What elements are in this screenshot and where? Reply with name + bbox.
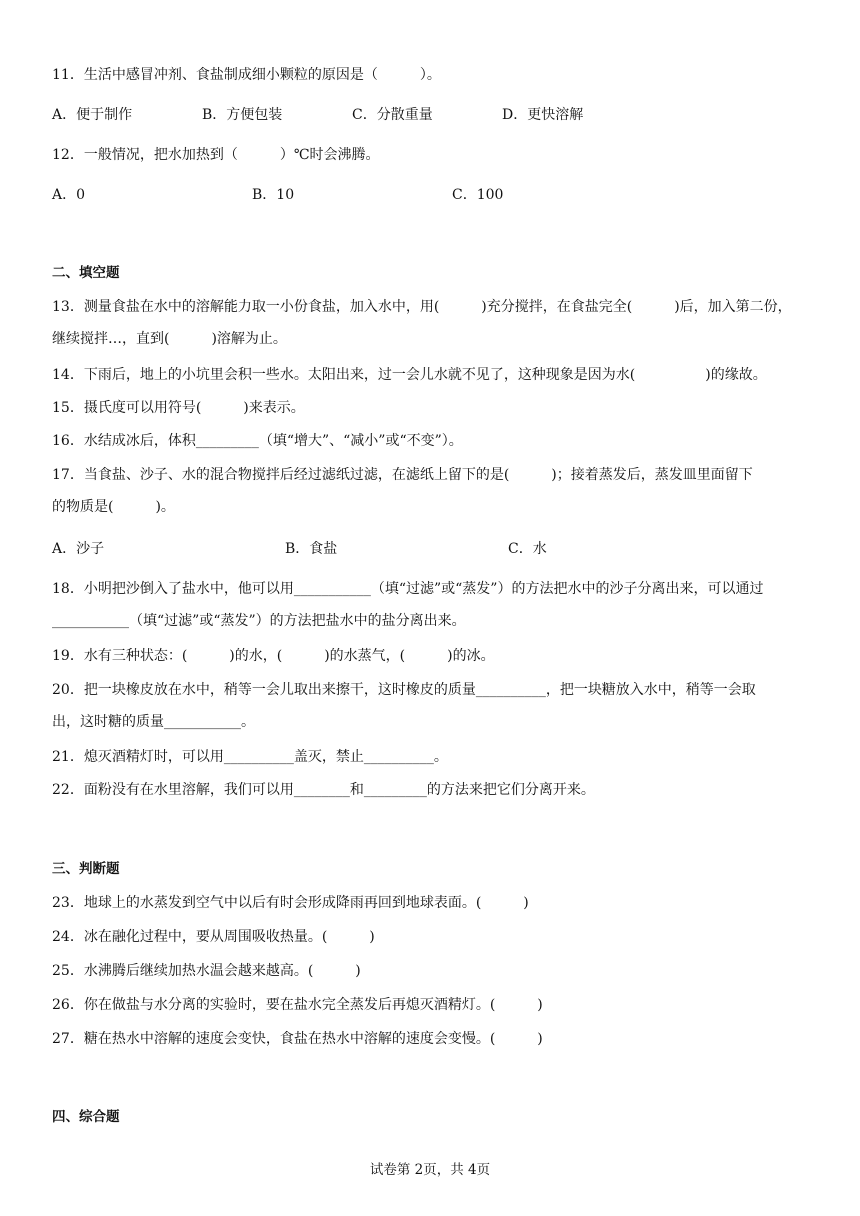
question-15: 15．摄氏度可以用符号( )来表示。 [52,400,305,416]
section-3-title: 三、判断题 [52,861,120,877]
q11-option-b: B．方便包装 [202,107,283,123]
q11-option-d: D．更快溶解 [502,107,584,123]
page-footer: 试卷第 2页，共 4页 [369,1162,491,1178]
question-12: 12．一般情况，把水加热到（ ）℃时会沸腾。 [52,147,380,163]
question-19: 19．水有三种状态：( )的水，( )的水蒸气，( )的冰。 [52,648,495,664]
question-21: 21．熄灭酒精灯时，可以用__________盖灭，禁止__________。 [52,749,448,765]
section-4-title: 四、综合题 [52,1109,120,1125]
q17-option-b: B．食盐 [285,541,338,557]
question-17-line-2: 的物质是( )。 [52,499,175,515]
question-20-line-1: 20．把一块橡皮放在水中，稍等一会儿取出来擦干，这时橡皮的质量__________，把一块糖放入水中，稍等一会取 [52,682,756,698]
question-23: 23．地球上的水蒸发到空气中以后有时会形成降雨再回到地球表面。( ) [52,895,529,911]
q12-option-a: A．0 [52,187,86,203]
q17-option-c: C．水 [508,541,547,557]
question-25: 25．水沸腾后继续加热水温会越来越高。( ) [52,963,361,979]
q17-option-a: A．沙子 [52,541,105,557]
question-27: 27．糖在热水中溶解的速度会变快，食盐在热水中溶解的速度会变慢。( ) [52,1031,543,1047]
question-26: 26．你在做盐与水分离的实验时，要在盐水完全蒸发后再熄灭酒精灯。( ) [52,997,543,1013]
q12-option-c: C．100 [452,187,504,203]
question-16: 16．水结成冰后，体积_________（填“增大”、“减小”或“不变”）。 [52,433,463,449]
question-20-line-2: 出，这时糖的质量___________。 [52,714,255,730]
question-17-line-1: 17．当食盐、沙子、水的混合物搅拌后经过滤纸过滤，在滤纸上留下的是( )；接着蒸发后，蒸发皿里面留下 [52,467,753,483]
question-18-line-2: ___________（填“过滤”或“蒸发”）的方法把盐水中的盐分离出来。 [52,613,466,629]
question-24: 24．冰在融化过程中，要从周围吸收热量。( ) [52,929,375,945]
question-13-line-2: 继续搅拌…，直到( )溶解为止。 [52,331,287,347]
question-14: 14．下雨后，地上的小坑里会积一些水。太阳出来，过一会儿水就不见了，这种现象是因为水( )的缘故。 [52,367,767,383]
question-18-line-1: 18．小明把沙倒入了盐水中，他可以用___________（填“过滤”或“蒸发”）的方法把水中的沙子分离出来，可以通过 [52,581,764,597]
q11-option-c: C．分散重量 [352,107,433,123]
q12-option-b: B．10 [252,187,295,203]
q11-option-a: A．便于制作 [52,107,133,123]
section-2-title: 二、填空题 [52,265,120,281]
question-22: 22．面粉没有在水里溶解，我们可以用________和_________的方法来把它们分离开来。 [52,782,595,798]
question-11: 11．生活中感冒冲剂、食盐制成细小颗粒的原因是（ ）。 [52,67,441,83]
question-13-line-1: 13．测量食盐在水中的溶解能力取一小份食盐，加入水中，用( )充分搅拌，在食盐完全( )后，加入第二份， [52,299,792,315]
